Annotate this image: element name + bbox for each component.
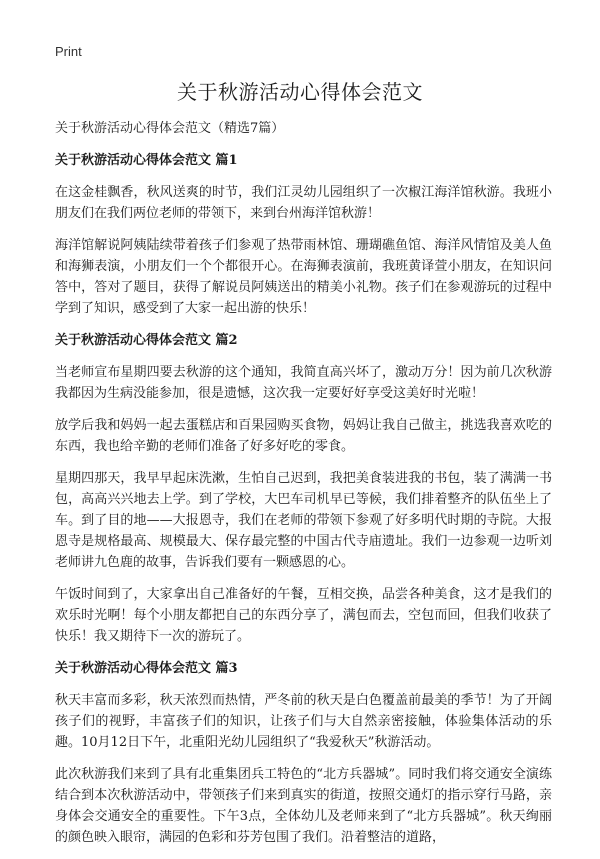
document-title: 关于秋游活动心得体会范文: [177, 80, 423, 104]
paragraph: 在这金桂飘香，秋风送爽的时节，我们江灵幼儿园组织了一次椒江海洋馆秋游。我班小朋友们在我们两位老师的带领下，来到台州海洋馆秋游！: [55, 185, 552, 221]
document-body: [55, 118, 552, 859]
section-heading: 关于秋游活动心得体会范文 篇2: [55, 333, 238, 348]
section-1: [55, 150, 552, 319]
paragraph: 此次秋游我们来到了具有北重集团兵工特色的“北方兵器城”。同时我们将交通安全演练结合到本次秋游活动中，带领孩子们来到真实的街道，按照交通灯的指示穿行马路，亲身体会交通安全的重要性。下午3点，全体幼儿及老师来到了“北方兵器城”。秋天绚丽的颜色映入眼帘，满园的色彩和芬芳包围了我们。沿着整洁的道路，: [55, 767, 552, 845]
paragraph: 海洋馆解说阿姨陆续带着孩子们参观了热带雨林馆、珊瑚礁鱼馆、海洋风情馆及美人鱼和海狮表演，小朋友们一个个都很开心。在海狮表演前，我班黄译萱小朋友，在知识问答中，答对了题目，获得了解说员阿姨送出的精美小礼物。孩子们在参观游玩的过程中学到了知识，感受到了大家一起出游的快乐！: [55, 238, 552, 316]
paragraph: 当老师宣布星期四要去秋游的这个通知，我简直高兴坏了，激动万分！因为前几次秋游我都因为生病没能参加，很是遗憾，这次我一定要好好享受这美好时光啦！: [55, 365, 552, 401]
section-3: [55, 658, 552, 848]
document-subtitle: 关于秋游活动心得体会范文（精选7篇）: [55, 121, 285, 136]
paragraph: 秋天丰富而多彩，秋天浓烈而热情，严冬前的秋天是白色覆盖前最美的季节！为了开阔孩子们的视野，丰富孩子们的知识，让孩子们与大自然亲密接触，体验集体活动的乐趣。10月12日下午，北重阳光幼儿园组织了“我爱秋天”秋游活动。: [55, 693, 552, 750]
paragraph: 放学后我和妈妈一起去蛋糕店和百果园购买食物，妈妈让我自己做主，挑选我喜欢吃的东西，我也给辛勤的老师们准备了好多好吃的零食。: [55, 418, 552, 454]
print-link[interactable]: Print: [55, 44, 82, 59]
paragraph: 星期四那天，我早早起床洗漱，生怕自己迟到，我把美食装进我的书包，装了满满一书包，高高兴兴地去上学。到了学校，大巴车司机早已等候，我们排着整齐的队伍坐上了车。到了目的地——大报恩寺，我们在老师的带领下参观了好多明代时期的寺院。大报恩寺是规格最高、规模最大、保存最完整的中国古代寺庙遗址。我们一边参观一边听刘老师讲九色鹿的故事，告诉我们要有一颗感恩的心。: [55, 471, 552, 570]
section-2: [55, 330, 552, 647]
section-heading: 关于秋游活动心得体会范文 篇3: [55, 661, 238, 676]
paragraph: 午饭时间到了，大家拿出自己准备好的午餐，互相交换，品尝各种美食，这才是我们的欢乐时光啊！每个小朋友都把自己的东西分享了，满包而去，空包而回，但我们收获了快乐！我又期待下一次的游玩了。: [55, 587, 552, 644]
section-heading: 关于秋游活动心得体会范文 篇1: [55, 153, 238, 168]
